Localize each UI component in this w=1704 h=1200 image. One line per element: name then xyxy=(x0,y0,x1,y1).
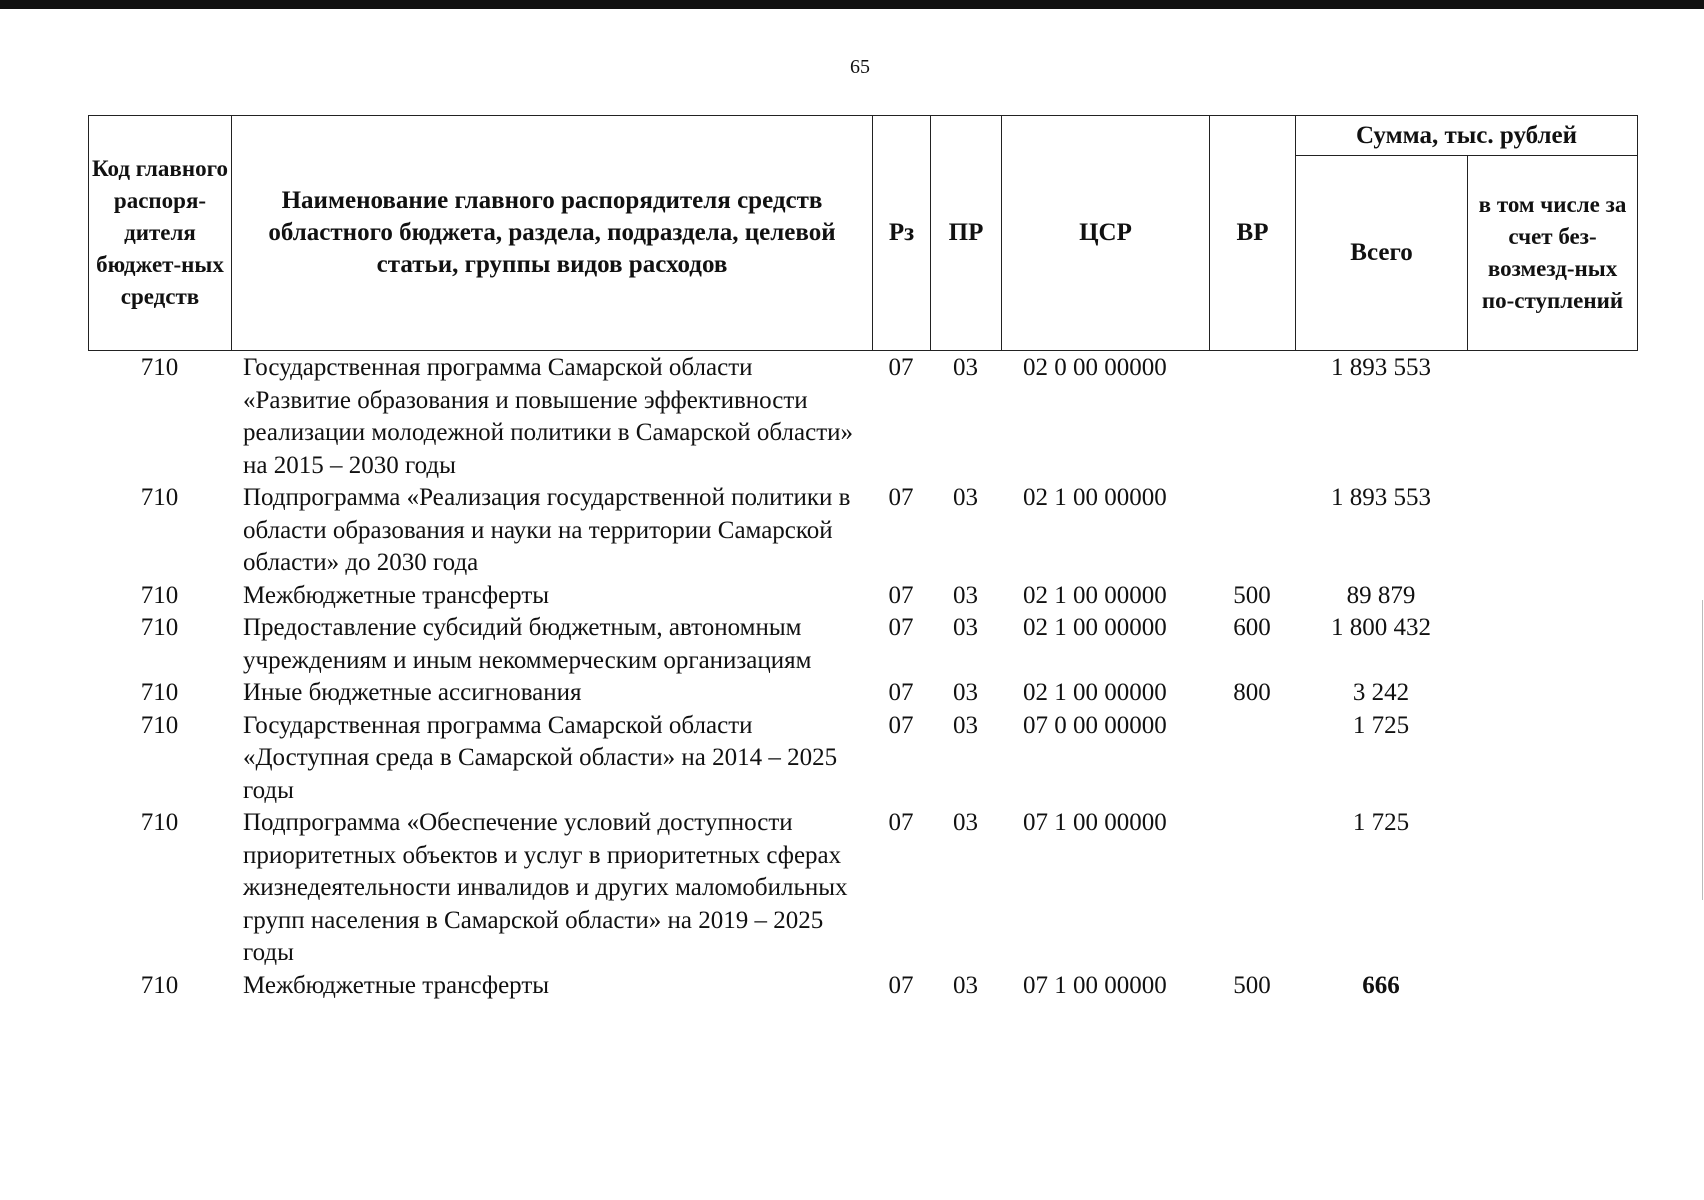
cell-csr: 07 1 00 00000 xyxy=(1023,809,1167,836)
cell-csr: 02 0 00 00000 xyxy=(1023,354,1167,381)
header-free: в том числе за счет без-возмезд-ных по-ступлений xyxy=(1468,156,1638,351)
cell-total: 1 893 553 xyxy=(1331,354,1431,381)
cell-code: 710 xyxy=(140,614,179,641)
table-row xyxy=(88,612,1637,677)
cell-vr: 800 xyxy=(1233,679,1271,706)
cell-code: 710 xyxy=(140,354,179,381)
cell-name: Государственная программа Самарской области «Доступная среда в Самарской области» на 2014 – 2025 годы xyxy=(243,711,838,804)
cell-pr: 03 xyxy=(953,354,978,381)
cell-free xyxy=(1467,807,1637,970)
cell-csr: 02 1 00 00000 xyxy=(1023,679,1167,706)
cell-pr: 03 xyxy=(953,711,978,739)
cell-total: 1 725 xyxy=(1352,711,1410,739)
cell-name: Иные бюджетные ассигнования xyxy=(243,679,582,706)
cell-pr: 03 xyxy=(953,581,978,609)
cell-rz: 07 xyxy=(888,614,914,641)
cell-vr: 500 xyxy=(1233,581,1271,609)
cell-pr: 03 xyxy=(953,971,978,999)
header-rz: Рз xyxy=(873,116,931,351)
scan-edge-mark xyxy=(1702,600,1703,900)
cell-name: Государственная программа Самарской области «Развитие образования и повышение эффективности реализации молодежной политики в Самарской области» на 2015 – 2030 годы xyxy=(243,354,853,479)
header-vr: ВР xyxy=(1210,116,1296,351)
cell-pr: 03 xyxy=(953,809,978,836)
table-row xyxy=(88,482,1637,580)
cell-vr xyxy=(1209,710,1295,808)
cell-name: Межбюджетные трансферты xyxy=(243,581,550,609)
cell-free xyxy=(1467,710,1637,808)
cell-pr: 03 xyxy=(953,614,978,641)
data-table xyxy=(88,352,1637,1002)
cell-rz: 07 xyxy=(888,809,914,836)
header-pr: ПР xyxy=(931,116,1002,351)
cell-vr: 500 xyxy=(1233,971,1271,999)
cell-csr: 07 1 00 00000 xyxy=(1023,971,1167,999)
header-code: Код главного распоря-дителя бюджет-ных средств xyxy=(89,116,232,351)
cell-vr xyxy=(1209,352,1295,482)
cell-code: 710 xyxy=(140,809,179,836)
cell-code: 710 xyxy=(140,711,179,739)
cell-rz: 07 xyxy=(888,484,914,511)
cell-code: 710 xyxy=(140,581,179,609)
table-row xyxy=(88,677,1637,710)
cell-csr: 02 1 00 00000 xyxy=(1023,581,1167,609)
cell-csr: 07 0 00 00000 xyxy=(1023,711,1167,739)
cell-name: Подпрограмма «Обеспечение условий доступности приоритетных объектов и услуг в приоритетных сферах жизнедеятельности инвалидов и других маломобильных групп населения в Самарской области» на 2019 – 2025 годы xyxy=(243,809,848,966)
cell-total: 666 xyxy=(1362,971,1400,999)
header-sum: Сумма, тыс. рублей xyxy=(1296,116,1638,156)
cell-csr: 02 1 00 00000 xyxy=(1023,484,1167,511)
cell-free xyxy=(1467,482,1637,580)
header-name: Наименование главного распорядителя средств областного бюджета, раздела, подраздела, целевой статьи, группы видов расходов xyxy=(232,116,873,351)
header-csr: ЦСР xyxy=(1002,116,1210,351)
cell-total: 1 725 xyxy=(1352,809,1410,836)
cell-pr: 03 xyxy=(953,679,978,706)
cell-total: 1 893 553 xyxy=(1331,484,1431,511)
cell-rz: 07 xyxy=(888,581,914,609)
cell-vr: 600 xyxy=(1233,614,1271,641)
cell-total: 89 879 xyxy=(1346,581,1416,609)
cell-total: 3 242 xyxy=(1352,679,1410,706)
table-row xyxy=(88,807,1637,970)
cell-total: 1 800 432 xyxy=(1331,614,1431,641)
cell-rz: 07 xyxy=(888,354,914,381)
top-border-bar xyxy=(0,0,1704,9)
cell-vr xyxy=(1209,807,1295,970)
header-total: Всего xyxy=(1296,156,1468,351)
cell-code: 710 xyxy=(140,971,179,999)
cell-free xyxy=(1467,612,1637,677)
cell-name: Подпрограмма «Реализация государственной политики в области образования и науки на территории Самарской области» до 2030 года xyxy=(243,484,851,576)
cell-name: Предоставление субсидий бюджетным, автономным учреждениям и иным некоммерческим организациям xyxy=(243,614,812,674)
cell-name: Межбюджетные трансферты xyxy=(243,971,550,999)
cell-free xyxy=(1467,352,1637,482)
cell-free xyxy=(1467,580,1637,613)
cell-free xyxy=(1467,970,1637,1003)
cell-csr: 02 1 00 00000 xyxy=(1023,614,1167,641)
cell-pr: 03 xyxy=(953,484,978,511)
cell-vr xyxy=(1209,482,1295,580)
table-row xyxy=(88,580,1637,613)
cell-code: 710 xyxy=(140,484,179,511)
table-row xyxy=(88,352,1637,482)
page-number: 65 xyxy=(850,56,870,78)
table-row xyxy=(88,710,1637,808)
table-header xyxy=(88,115,1638,351)
cell-rz: 07 xyxy=(888,711,914,739)
cell-free xyxy=(1467,677,1637,710)
cell-rz: 07 xyxy=(888,971,914,999)
table-row xyxy=(88,970,1637,1003)
cell-rz: 07 xyxy=(888,679,914,706)
cell-code: 710 xyxy=(140,679,179,706)
